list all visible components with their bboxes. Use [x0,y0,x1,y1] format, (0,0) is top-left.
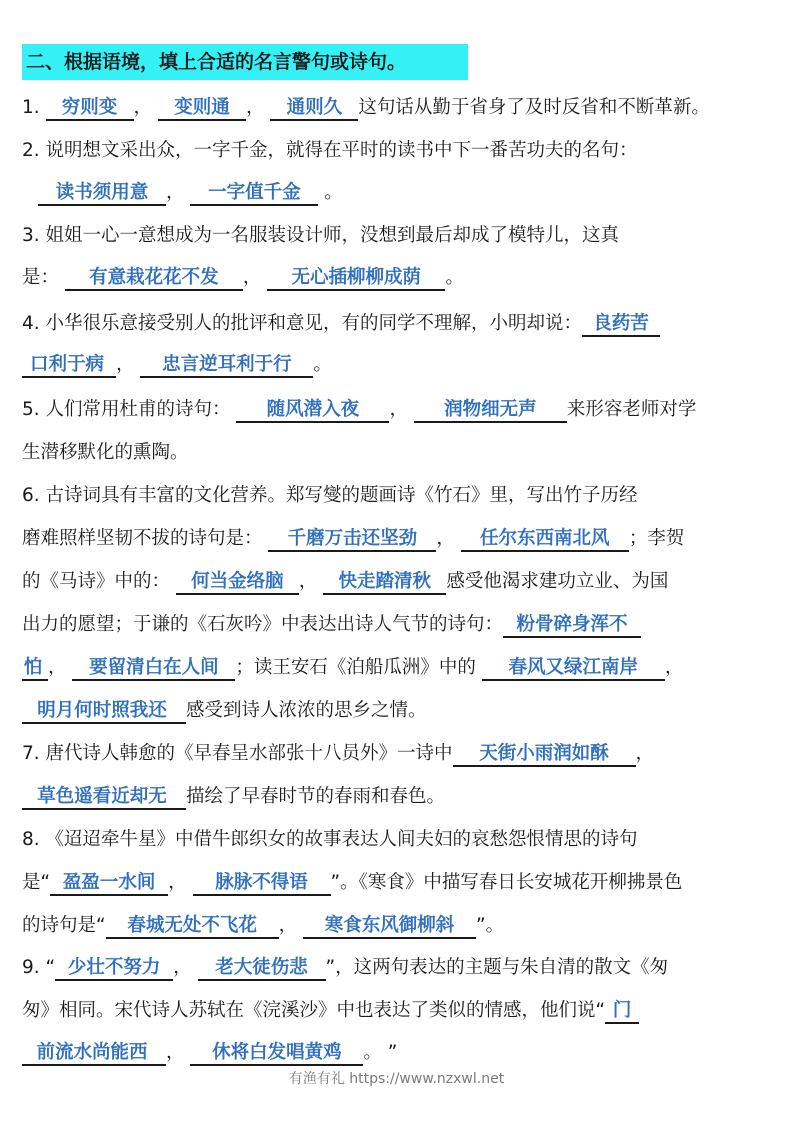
answer-blank[interactable]: 怕 [22,657,48,681]
answer-blank[interactable]: 无心插柳柳成荫 [267,267,445,291]
answer-blank[interactable]: 随风潜入夜 [236,399,389,423]
answer-blank[interactable]: 前流水尚能西 [22,1042,166,1066]
question-6-line3: 的《马诗》中的： 何当金络脑 ， 快走踏清秋 感受他渴求建功立业、为国 [22,569,668,595]
question-6-line2: 磨难照样坚韧不拔的诗句是： 千磨万击还坚劲 ， 任尔东西南北风 ；李贺 [22,526,684,552]
answer-blank[interactable]: 有意栽花花不发 [65,267,243,291]
question-7: 7. 唐代诗人韩愈的《早春呈水部张十八员外》一诗中 天街小雨润如酥 ， [22,741,654,767]
question-9-line3: 前流水尚能西 ， 休将白发唱黄鸡 。 ” [22,1040,397,1066]
answer-blank[interactable]: 休将白发唱黄鸡 [190,1042,363,1066]
question-6-line4: 出力的愿望；于谦的《石灰吟》中表达出诗人气节的诗句： 粉骨碎身浑不 [22,612,641,638]
answer-blank[interactable]: 粉骨碎身浑不 [503,614,641,638]
answer-blank[interactable]: 变则通 [158,97,246,121]
answer-blank[interactable]: 忠言逆耳利于行 [140,354,313,378]
answer-blank[interactable]: 天街小雨润如酥 [453,743,636,767]
answer-blank[interactable]: 快走踏清秋 [323,571,446,595]
question-1: 1. 穷则变 ， 变则通 ， 通则久 这句话从勤于省身了及时反省和不断革新。 [22,95,710,121]
answer-blank[interactable]: 任尔东西南北风 [461,528,629,552]
answer-blank[interactable]: 老大徒伤悲 [198,957,326,981]
answer-blank[interactable]: 读书须用意 [38,182,166,206]
answer-blank[interactable]: 通则久 [270,97,358,121]
question-7-line2: 草色遥看近却无 描绘了早春时节的春雨和春色。 [22,784,445,810]
answer-blank[interactable]: 脉脉不得语 [193,872,331,896]
answer-blank[interactable]: 润物细无声 [414,399,567,423]
answer-blank[interactable]: 要留清白在人间 [72,657,235,681]
question-8-line1: 8. 《迢迢牵牛星》中借牛郎织女的故事表达人间夫妇的哀愁怨恨情思的诗句 [22,829,638,850]
question-4: 4. 小华很乐意接受别人的批评和意见，有的同学不理解，小明却说： 良药苦 [22,311,660,337]
question-5-line2: 生潜移默化的熏陶。 [22,442,189,463]
answer-blank[interactable]: 口利于病 [22,354,116,378]
question-9-line2: 匆》相同。宋代诗人苏轼在《浣溪沙》中也表达了类似的情感，他们说“ 门 [22,998,639,1024]
answer-blank[interactable]: 明月何时照我还 [22,700,186,724]
answer-blank[interactable]: 草色遥看近却无 [22,786,186,810]
question-4-answers: 口利于病 ， 忠言逆耳利于行 。 [22,352,332,378]
answer-blank[interactable]: 春风又绿江南岸 [482,657,665,681]
answer-blank[interactable]: 千磨万击还坚劲 [268,528,436,552]
watermark-footer: 有渔有礼 https://www.nzxwl.net [288,1071,505,1087]
answer-blank[interactable]: 寒食东风御柳斜 [303,915,476,939]
question-6-line5: 怕 ， 要留清白在人间 ；读王安石《泊船瓜洲》中的 春风又绿江南岸 ， [22,655,683,681]
section-title: 二、根据语境，填上合适的名言警句或诗句。 [22,44,468,80]
answer-blank[interactable]: 穷则变 [46,97,134,121]
question-8-line3: 的诗句是“ 春城无处不飞花 ， 寒食东风御柳斜 ”。 [22,913,504,939]
answer-blank[interactable]: 门 [605,1000,639,1024]
question-6-line6: 明月何时照我还 感受到诗人浓浓的思乡之情。 [22,698,427,724]
question-8-line2: 是“ 盈盈一水间 ， 脉脉不得语 ”。《寒食》中描写春日长安城花开柳拂景色 [22,870,682,896]
question-2-text: 2. 说明想文采出众，一字千金，就得在平时的读书中下一番苦功夫的名句： [22,140,638,161]
question-3-text: 3. 姐姐一心一意想成为一名服装设计师，没想到最后却成了模特儿，这真 [22,225,620,246]
answer-blank[interactable]: 何当金络脑 [176,571,299,595]
question-2-answers: 读书须用意 ， 一字值千金 。 [38,180,343,206]
answer-blank[interactable]: 盈盈一水间 [50,872,168,896]
question-6-line1: 6. 古诗词具有丰富的文化营养。郑写燮的题画诗《竹石》里，写出竹子历经 [22,485,638,506]
question-9-line1: 9. “ 少壮不努力 ， 老大徒伤悲 ”，这两句表达的主题与朱自清的散文《匆 [22,955,668,981]
answer-blank[interactable]: 少壮不努力 [55,957,173,981]
answer-blank[interactable]: 良药苦 [582,313,660,337]
question-5: 5. 人们常用杜甫的诗句： 随风潜入夜 ， 润物细无声 来形容老师对学 [22,397,696,423]
answer-blank[interactable]: 一字值千金 [190,182,318,206]
question-3-answers: 是： 有意栽花花不发 ， 无心插柳柳成荫 。 [22,265,464,291]
answer-blank[interactable]: 春城无处不飞花 [106,915,279,939]
